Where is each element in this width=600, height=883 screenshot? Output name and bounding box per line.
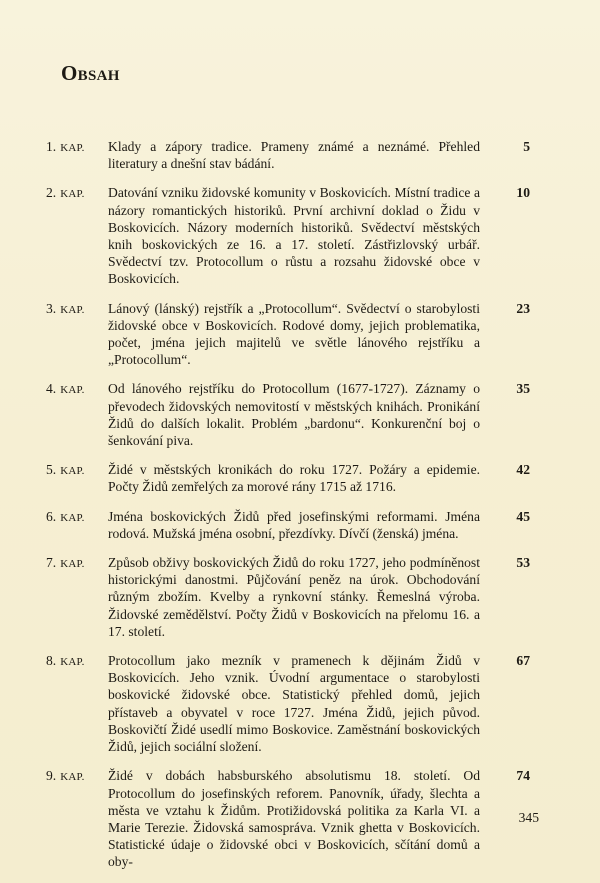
chapter-label: [46, 554, 108, 573]
chapter-description: Lánový (lánský) rejstřík a „Protocollum“. Svědectví o starobylosti židovské obce v Boskovicích. Rodové domy, jejich problematika, počet, jména jejich majitelů ve světle lánového rejstříku a „Protocollum“.: [108, 300, 480, 368]
toc-entry: [46, 138, 536, 172]
toc-entry: [46, 184, 536, 287]
chapter-page-number: 67: [516, 653, 530, 669]
chapter-label: [46, 184, 108, 203]
chapter-page-number: 45: [516, 508, 530, 524]
chapter-label: [46, 300, 108, 319]
chapter-abbreviation: KAP.: [60, 142, 85, 154]
chapter-description: Datování vzniku židovské komunity v Boskovicích. Místní tradice a názory romantických historiků. První archivní doklad o Židu v Boskovicích. Názory moderních historiků. Svědectví městských knih boskovických ze 16. a 17. století. Zástřizlovský urbář. Svědectví tzv. Protocollum o růstu a rozsahu židovské obce v Boskovicích.: [108, 185, 480, 287]
page-title: Obsah: [61, 61, 120, 85]
chapter-page-number: 5: [523, 139, 530, 154]
toc-entry: [46, 767, 536, 870]
chapter-abbreviation: KAP.: [60, 384, 85, 397]
chapter-label: [46, 767, 108, 786]
chapter-number: 2.: [46, 185, 57, 201]
chapter-description: Způsob obživy boskovických Židů do roku 1727, jeho podmíněnost historickými danostmi. Půjčování peněz na úrok. Obchodování různým zbožím. Kvelby a rynkovní stánky. Řemeslná výroba. Židovské zemědělství. Počty Židů v Boskovicích na přelomu 16. a 17. století.: [108, 555, 480, 639]
chapter-number: 9.: [46, 768, 57, 784]
chapter-number: 4.: [46, 381, 57, 397]
chapter-label: [46, 138, 108, 157]
chapter-abbreviation: KAP.: [60, 511, 85, 524]
chapter-abbreviation: KAP.: [60, 188, 85, 201]
chapter-description: Židé v městských kronikách do roku 1727. Požáry a epidemie. Počty Židů zemřelých za morové rány 1715 až 1716.: [108, 462, 480, 495]
chapter-abbreviation: KAP.: [60, 558, 85, 571]
chapter-number: 5.: [46, 462, 57, 478]
chapter-page-number: 23: [516, 300, 530, 316]
chapter-description: Od lánového rejstříku do Protocollum (1677-1727). Záznamy o převodech židovských nemovitostí v městských knihách. Pronikání Židů do dalších lokalit. Problém „bardonu“. Konkurenční boj o šenkování piva.: [108, 381, 480, 449]
chapter-label: [46, 461, 108, 480]
toc-entry: [46, 380, 536, 449]
chapter-page-number: 10: [516, 185, 530, 201]
toc-entry: [46, 652, 536, 755]
table-of-contents: [46, 138, 536, 883]
chapter-number: 6.: [46, 508, 57, 524]
chapter-abbreviation: KAP.: [60, 771, 85, 784]
chapter-page-number: 74: [516, 768, 530, 784]
toc-entry: [46, 554, 536, 640]
toc-entry: [46, 300, 536, 369]
chapter-number: 7.: [46, 555, 57, 571]
chapter-abbreviation: KAP.: [60, 465, 85, 478]
chapter-page-number: 42: [516, 462, 530, 478]
chapter-abbreviation: KAP.: [60, 656, 85, 669]
chapter-label: [46, 508, 108, 527]
toc-entry: [46, 461, 536, 495]
chapter-number: 3.: [46, 300, 57, 316]
chapter-description: Protocollum jako mezník v pramenech k dějinám Židů v Boskovicích. Jeho vznik. Úvodní argumentace o starobylosti boskovické židovské obce. Statistický přehled domů, jejich přístaveb a obyvatel v roce 1727. Jména Židů, jejich původ. Boskovičtí Židé usedlí mimo Boskovice. Zaměstnání boskovických Židů, jejich sociální složení.: [108, 653, 480, 755]
chapter-page-number: 53: [516, 555, 530, 571]
toc-entry: [46, 508, 536, 542]
chapter-description: Židé v dobách habsburského absolutismu 18. století. Od Protocollum do josefinských reforem. Panovník, úřady, šlechta a města ve vztahu k Židům. Protižidovská politika za Karla VI. a Marie Terezie. Židovská samospráva. Vznik ghetta v Boskovicích. Statistické údaje o židovské obci v Boskovicích, sčítání domů a oby-: [108, 768, 480, 870]
chapter-abbreviation: KAP.: [60, 303, 85, 316]
chapter-label: [46, 380, 108, 399]
chapter-number: 8.: [46, 653, 57, 669]
chapter-number: 1.: [46, 139, 57, 154]
folio-page-number: 345: [518, 810, 539, 825]
chapter-description: Jména boskovických Židů před josefinskými reformami. Jména rodová. Mužská jména osobní, přezdívky. Dívčí (ženská) jména.: [108, 508, 480, 541]
chapter-label: [46, 652, 108, 671]
chapter-description: Klady a zápory tradice. Prameny známé a neznámé. Přehled literatury a dnešní stav bádání.: [108, 139, 480, 172]
chapter-page-number: 35: [516, 381, 530, 397]
